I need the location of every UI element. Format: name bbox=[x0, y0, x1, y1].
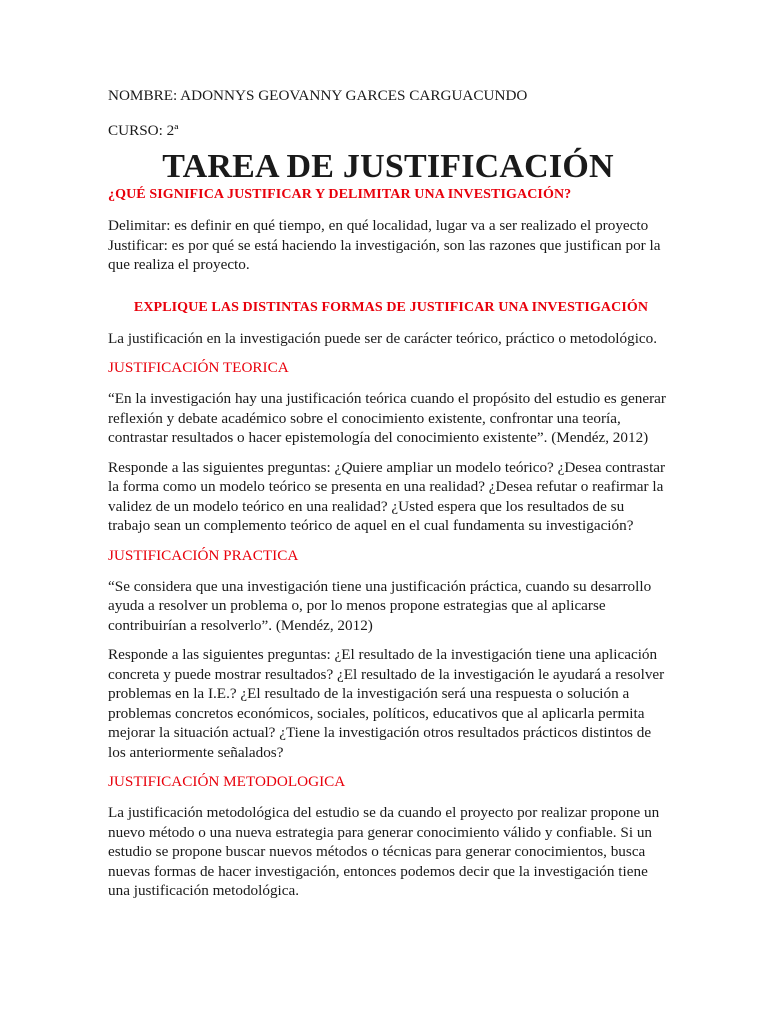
theoretical-questions-prefix: Responde a las siguientes preguntas: ¿ bbox=[108, 458, 342, 476]
practical-quote: “Se considera que una investigación tiene una justificación práctica, cuando su desarrollo ayuda a resolver un problema o, por lo menos propone estrategias que al aplicarse contribuirían a resolverlo”. (Mendéz, 2012) bbox=[108, 577, 652, 634]
section2-intro: La justificación en la investigación puede ser de carácter teórico, práctico o metodológico. bbox=[108, 329, 658, 347]
methodological-heading: JUSTIFICACIÓN METODOLOGICA bbox=[108, 773, 346, 790]
theoretical-questions bbox=[108, 458, 668, 536]
student-name: NOMBRE: ADONNYS GEOVANNY GARCES CARGUACUNDO bbox=[108, 87, 528, 104]
theoretical-quote: “En la investigación hay una justificación teórica cuando el propósito del estudio es generar reflexión y debate académico sobre el conocimiento existente, confrontar una teoría, contrastar resultados o hacer epistemología del conocimiento existente”. (Mendéz, 2012) bbox=[108, 390, 666, 446]
document-title: TAREA DE JUSTIFICACIÓN bbox=[162, 148, 614, 185]
theoretical-heading: JUSTIFICACIÓN TEORICA bbox=[108, 359, 289, 376]
section1-heading: ¿QUÉ SIGNIFICA JUSTIFICAR Y DELIMITAR UNA INVESTIGACIÓN? bbox=[108, 187, 572, 202]
document-page bbox=[108, 86, 668, 901]
section1-body: Delimitar: es definir en qué tiempo, en qué localidad, lugar va a ser realizado el proyecto Justificar: es por qué se está haciendo la investigación, son las razones que justifican por la que realiza el proyecto. bbox=[108, 217, 661, 273]
practical-questions: Responde a las siguientes preguntas: ¿El resultado de la investigación tiene una aplicación concreta y puede mostrar resultados? ¿El resultado de la investigación le ayudará a resolver problemas en la I.E.? ¿El resultado de la investigación será una respuesta o solución a problemas concretos económicos, sociales, políticos, educativos que al aplicarla permita mejorar la situación actual? ¿Tiene la investigación otros resultados prácticos distintos de los anteriormente señalados? bbox=[108, 646, 665, 761]
theoretical-questions-rest: uiere ampliar un modelo teórico? ¿Desea contrastar la forma como un modelo teórico se presenta en una realidad? ¿Desea refutar o reafirmar la validez de un modelo teórico en una realidad? ¿Usted espera que los resultados de su trabajo sean un complemento teórico de aquel en el cual fundamenta su investigación? bbox=[108, 458, 666, 534]
practical-heading: JUSTIFICACIÓN PRACTICA bbox=[108, 546, 299, 564]
theoretical-questions-italic: Q bbox=[341, 458, 353, 476]
section2-heading: EXPLIQUE LAS DISTINTAS FORMAS DE JUSTIFICAR UNA INVESTIGACIÓN bbox=[133, 299, 649, 315]
methodological-body: La justificación metodológica del estudio se da cuando el proyecto por realizar propone un nuevo método o una nueva estrategia para generar conocimiento válido y confiable. Si un estudio se propone buscar nuevos métodos o técnicas para generar conocimientos, busca nuevas formas de hacer investigación, entonces podemos decir que la investigación tiene una justificación metodológica. bbox=[108, 804, 660, 899]
course-label: CURSO: 2ª bbox=[108, 122, 179, 139]
